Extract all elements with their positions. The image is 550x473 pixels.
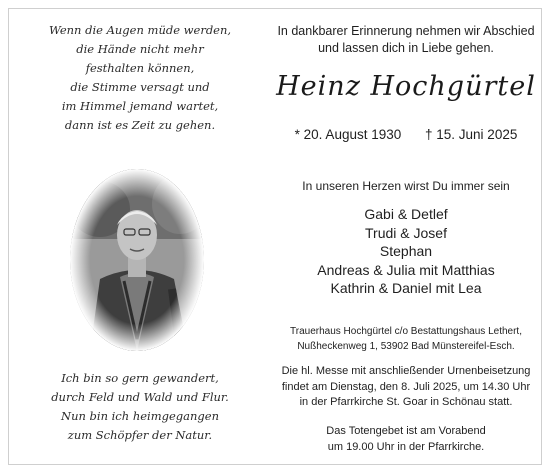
poem-line: dann ist es Zeit zu gehen. bbox=[64, 118, 216, 132]
mass-line: Die hl. Messe mit anschließender Urnenbeisetzung bbox=[281, 365, 531, 377]
family-member: Stephan bbox=[379, 243, 433, 259]
poem-line: zum Schöpfer der Natur. bbox=[67, 428, 213, 442]
portrait-photo bbox=[70, 169, 204, 351]
poem-line: im Himmel jemand wartet, bbox=[61, 99, 219, 113]
address-line: Nußheckenweg 1, 53902 Bad Münstereifel-Esch. bbox=[297, 341, 515, 352]
right-column bbox=[271, 9, 541, 464]
family-member: Kathrin & Daniel mit Lea bbox=[330, 280, 482, 296]
portrait-illustration bbox=[70, 169, 204, 351]
obituary-card bbox=[8, 8, 542, 465]
mass-line: in der Pfarrkirche St. Goar in Schönau statt. bbox=[299, 396, 513, 408]
poem-line: Nun bin ich heimgegangen bbox=[61, 409, 219, 423]
poem-line: die Stimme versagt und bbox=[70, 80, 210, 94]
poem-line: durch Feld und Wald und Flur. bbox=[51, 390, 229, 404]
life-dates bbox=[271, 127, 541, 142]
deceased-name: Heinz Hochgürtel bbox=[276, 71, 536, 102]
address-line: Trauerhaus Hochgürtel c/o Bestattungshaus Lethert, bbox=[290, 326, 522, 337]
poem-top bbox=[9, 21, 271, 135]
prayer-line: Das Totengebet ist am Vorabend bbox=[326, 425, 486, 437]
memorial-phrase: In unseren Herzen wirst Du immer sein bbox=[302, 179, 510, 193]
prayer-info bbox=[271, 424, 541, 455]
poem-line: Wenn die Augen müde werden, bbox=[48, 23, 232, 37]
family-member: Gabi & Detlef bbox=[364, 206, 448, 222]
poem-line: die Hände nicht mehr bbox=[76, 42, 204, 56]
intro-line: und lassen dich in Liebe gehen. bbox=[318, 41, 494, 55]
funeral-mass-info bbox=[271, 364, 541, 411]
mass-line: findet am Dienstag, den 8. Juli 2025, um 14.30 Uhr bbox=[281, 380, 531, 393]
poem-line: festhalten können, bbox=[85, 61, 195, 75]
mourning-house-address bbox=[271, 324, 541, 354]
left-column bbox=[9, 9, 271, 464]
poem-line: Ich bin so gern gewandert, bbox=[61, 371, 219, 385]
intro-text bbox=[271, 23, 541, 57]
family-member: Andreas & Julia mit Matthias bbox=[317, 261, 495, 278]
intro-line: In dankbarer Erinnerung nehmen wir Abschied bbox=[277, 24, 535, 38]
prayer-line: um 19.00 Uhr in der Pfarrkirche. bbox=[327, 440, 485, 453]
family-member: Trudi & Josef bbox=[365, 224, 447, 241]
death-date: † 15. Juni 2025 bbox=[425, 127, 518, 142]
poem-bottom bbox=[9, 369, 271, 445]
family-list bbox=[271, 205, 541, 298]
birth-date: * 20. August 1930 bbox=[294, 127, 402, 142]
